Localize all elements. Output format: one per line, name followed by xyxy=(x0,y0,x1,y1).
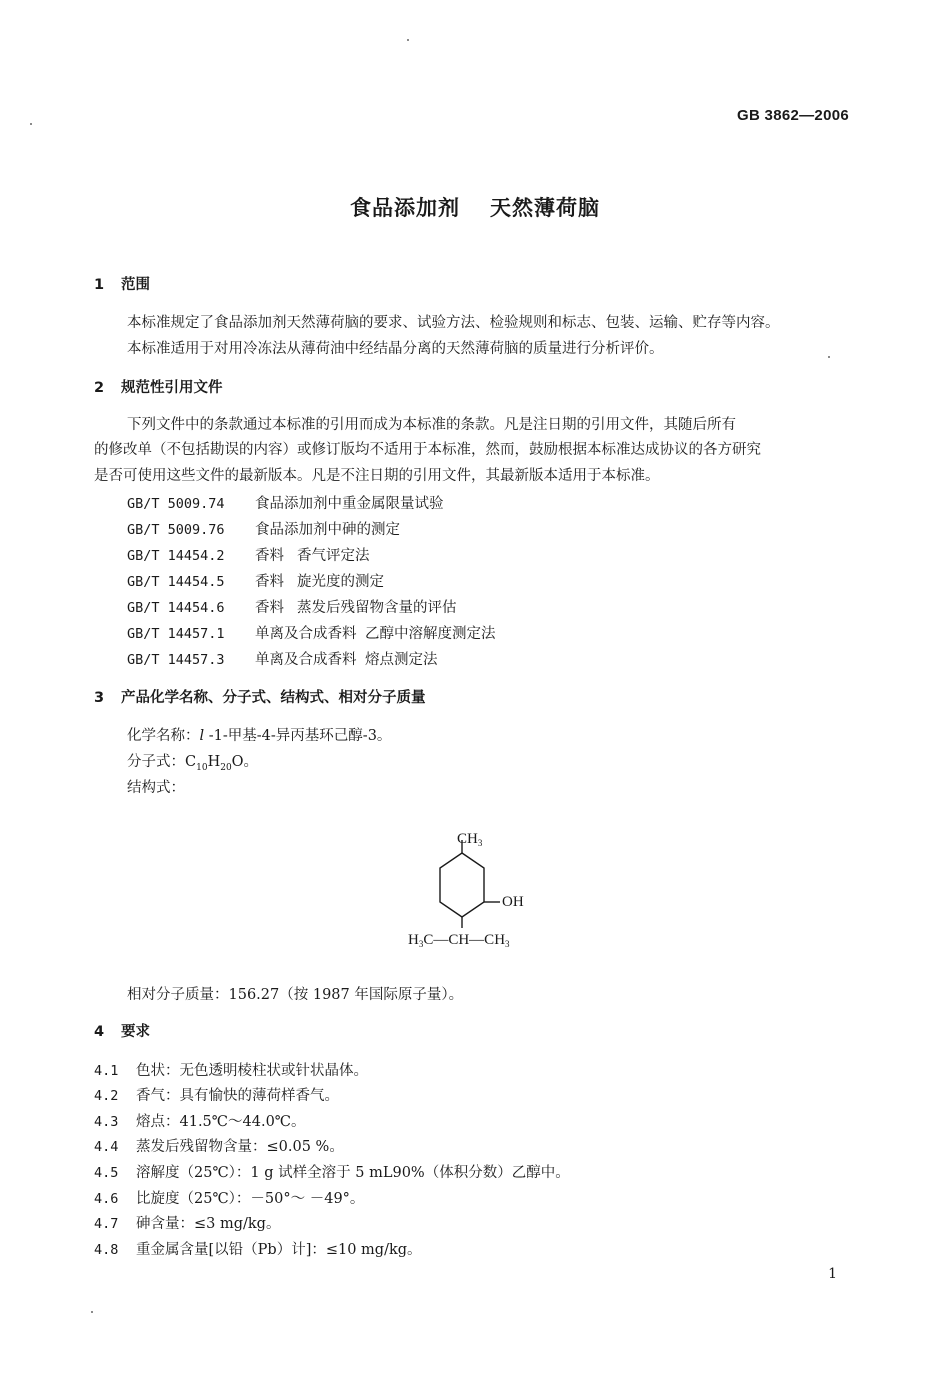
section-title: 规范性引用文件 xyxy=(121,380,223,396)
requirement-number: 4.5 xyxy=(94,1165,119,1181)
reference-item xyxy=(127,622,496,643)
requirement-text: 溶解度（25℃）：1 g 试样全溶于 5 mL90%（体积分数）乙醇中。 xyxy=(136,1165,570,1181)
section-number: 3 xyxy=(94,690,105,706)
page-number: 1 xyxy=(828,1266,837,1282)
isopropyl-label: $H_3C—CH—CH_3$ xyxy=(408,932,510,949)
reference-title: 香气评定法 xyxy=(297,548,370,564)
reference-category: 香料 xyxy=(255,574,284,590)
reference-item xyxy=(127,596,457,617)
section-2-line-2: 的修改单（不包括勘误的内容）或修订版均不适用于本标准，然而，鼓励根据本标准达成协议的各方研究 xyxy=(94,442,761,458)
reference-category: 单离及合成香料 xyxy=(255,626,357,642)
section-2-line-1: 下列文件中的条款通过本标准的引用而成为本标准的条款。凡是注日期的引用文件，其随后所有 xyxy=(127,417,736,433)
chemical-name-value: -1-甲基-4-异丙基环己醇-3。 xyxy=(204,728,392,744)
section-1-paragraph-1: 本标准规定了食品添加剂天然薄荷脑的要求、试验方法、检验规则和标志、包装、运输、贮存等内容。 xyxy=(127,315,780,331)
reference-item xyxy=(127,570,384,591)
scan-speck xyxy=(407,39,409,41)
reference-item xyxy=(127,492,444,513)
formula-h: H xyxy=(207,754,221,770)
requirement-number: 4.8 xyxy=(94,1242,119,1258)
section-2-line-3: 是否可使用这些文件的最新版本。凡是不注日期的引用文件，其最新版本适用于本标准。 xyxy=(94,468,660,484)
reference-item xyxy=(127,518,400,539)
chemical-name-label: 化学名称： xyxy=(127,728,200,744)
reference-title: 蒸发后残留物含量的评估 xyxy=(297,600,457,616)
formula-label: 分子式： xyxy=(127,754,185,770)
scan-speck xyxy=(30,123,32,125)
methyl-label: $CH_3$ xyxy=(457,831,483,848)
requirement-item xyxy=(94,1110,306,1131)
requirement-item xyxy=(94,1187,364,1208)
molecular-mass: 相对分子质量：156.27（按 1987 年国际原子量）。 xyxy=(127,987,464,1003)
formula-c-subscript: 10 xyxy=(196,762,208,773)
structural-formula xyxy=(400,820,550,959)
reference-code: GB/T 14457.1 xyxy=(127,626,225,642)
requirement-number: 4.3 xyxy=(94,1114,119,1130)
section-title: 范围 xyxy=(121,277,150,293)
section-3-heading xyxy=(94,686,426,707)
reference-category: 香料 xyxy=(255,600,284,616)
reference-category: 单离及合成香料 xyxy=(255,652,357,668)
requirement-text: 香气：具有愉快的薄荷样香气。 xyxy=(136,1088,339,1104)
document-title xyxy=(0,192,950,222)
formula-c: C xyxy=(185,754,197,770)
requirement-text: 蒸发后残留物含量：≤0.05 %。 xyxy=(136,1139,344,1155)
structure-label: 结构式： xyxy=(127,780,185,796)
reference-title: 旋光度的测定 xyxy=(297,574,384,590)
menthol-structure-diagram xyxy=(400,820,550,955)
requirement-item xyxy=(94,1084,339,1105)
reference-code: GB/T 14457.3 xyxy=(127,652,225,668)
requirement-number: 4.1 xyxy=(94,1063,119,1079)
requirement-text: 比旋度（25℃）：－50°～ －49°。 xyxy=(136,1191,365,1207)
requirement-text: 重金属含量[以铅（Pb）计]：≤10 mg/kg。 xyxy=(136,1242,422,1258)
requirement-number: 4.2 xyxy=(94,1088,119,1104)
reference-title: 熔点测定法 xyxy=(365,652,438,668)
reference-title: 食品添加剂中重金属限量试验 xyxy=(255,496,444,512)
section-title: 要求 xyxy=(121,1024,150,1040)
section-4-heading xyxy=(94,1020,150,1041)
requirement-text: 砷含量：≤3 mg/kg。 xyxy=(136,1216,281,1232)
formula-h-subscript: 20 xyxy=(220,762,232,773)
scan-speck xyxy=(828,356,830,358)
scan-speck xyxy=(91,1311,93,1313)
reference-category: 香料 xyxy=(255,548,284,564)
reference-code: GB/T 5009.76 xyxy=(127,522,225,538)
requirement-item xyxy=(94,1238,422,1259)
requirement-number: 4.6 xyxy=(94,1191,119,1207)
section-1-paragraph-2: 本标准适用于对用冷冻法从薄荷油中经结晶分离的天然薄荷脑的质量进行分析评价。 xyxy=(127,341,664,357)
cyclohexane-ring xyxy=(440,853,484,917)
reference-item xyxy=(127,544,370,565)
requirement-number: 4.4 xyxy=(94,1139,119,1155)
section-number: 2 xyxy=(94,380,105,396)
reference-title: 乙醇中溶解度测定法 xyxy=(365,626,496,642)
requirement-text: 熔点：41.5℃～44.0℃。 xyxy=(136,1114,306,1130)
formula-o: O。 xyxy=(231,754,259,770)
reference-code: GB/T 14454.6 xyxy=(127,600,225,616)
molecular-formula xyxy=(127,750,258,773)
requirement-item xyxy=(94,1135,344,1156)
section-1-heading xyxy=(94,273,150,294)
chemical-name-prefix: l xyxy=(199,728,205,744)
hydroxyl-label: OH xyxy=(502,894,524,910)
title-part-1: 食品添加剂 xyxy=(350,196,460,220)
requirement-number: 4.7 xyxy=(94,1216,119,1232)
reference-code: GB/T 5009.74 xyxy=(127,496,225,512)
reference-item xyxy=(127,648,438,669)
section-2-heading xyxy=(94,376,223,397)
section-number: 4 xyxy=(94,1024,105,1040)
section-number: 1 xyxy=(94,277,105,293)
chemical-name xyxy=(127,724,391,745)
reference-code: GB/T 14454.2 xyxy=(127,548,225,564)
reference-code: GB/T 14454.5 xyxy=(127,574,225,590)
requirement-text: 色状：无色透明棱柱状或针状晶体。 xyxy=(136,1063,368,1079)
standard-code: GB 3862—2006 xyxy=(736,107,849,124)
requirement-item xyxy=(94,1212,280,1233)
requirement-item xyxy=(94,1161,570,1182)
requirement-item xyxy=(94,1059,368,1080)
title-part-2: 天然薄荷脑 xyxy=(490,196,600,220)
section-title: 产品化学名称、分子式、结构式、相对分子质量 xyxy=(121,690,426,706)
reference-title: 食品添加剂中砷的测定 xyxy=(255,522,400,538)
